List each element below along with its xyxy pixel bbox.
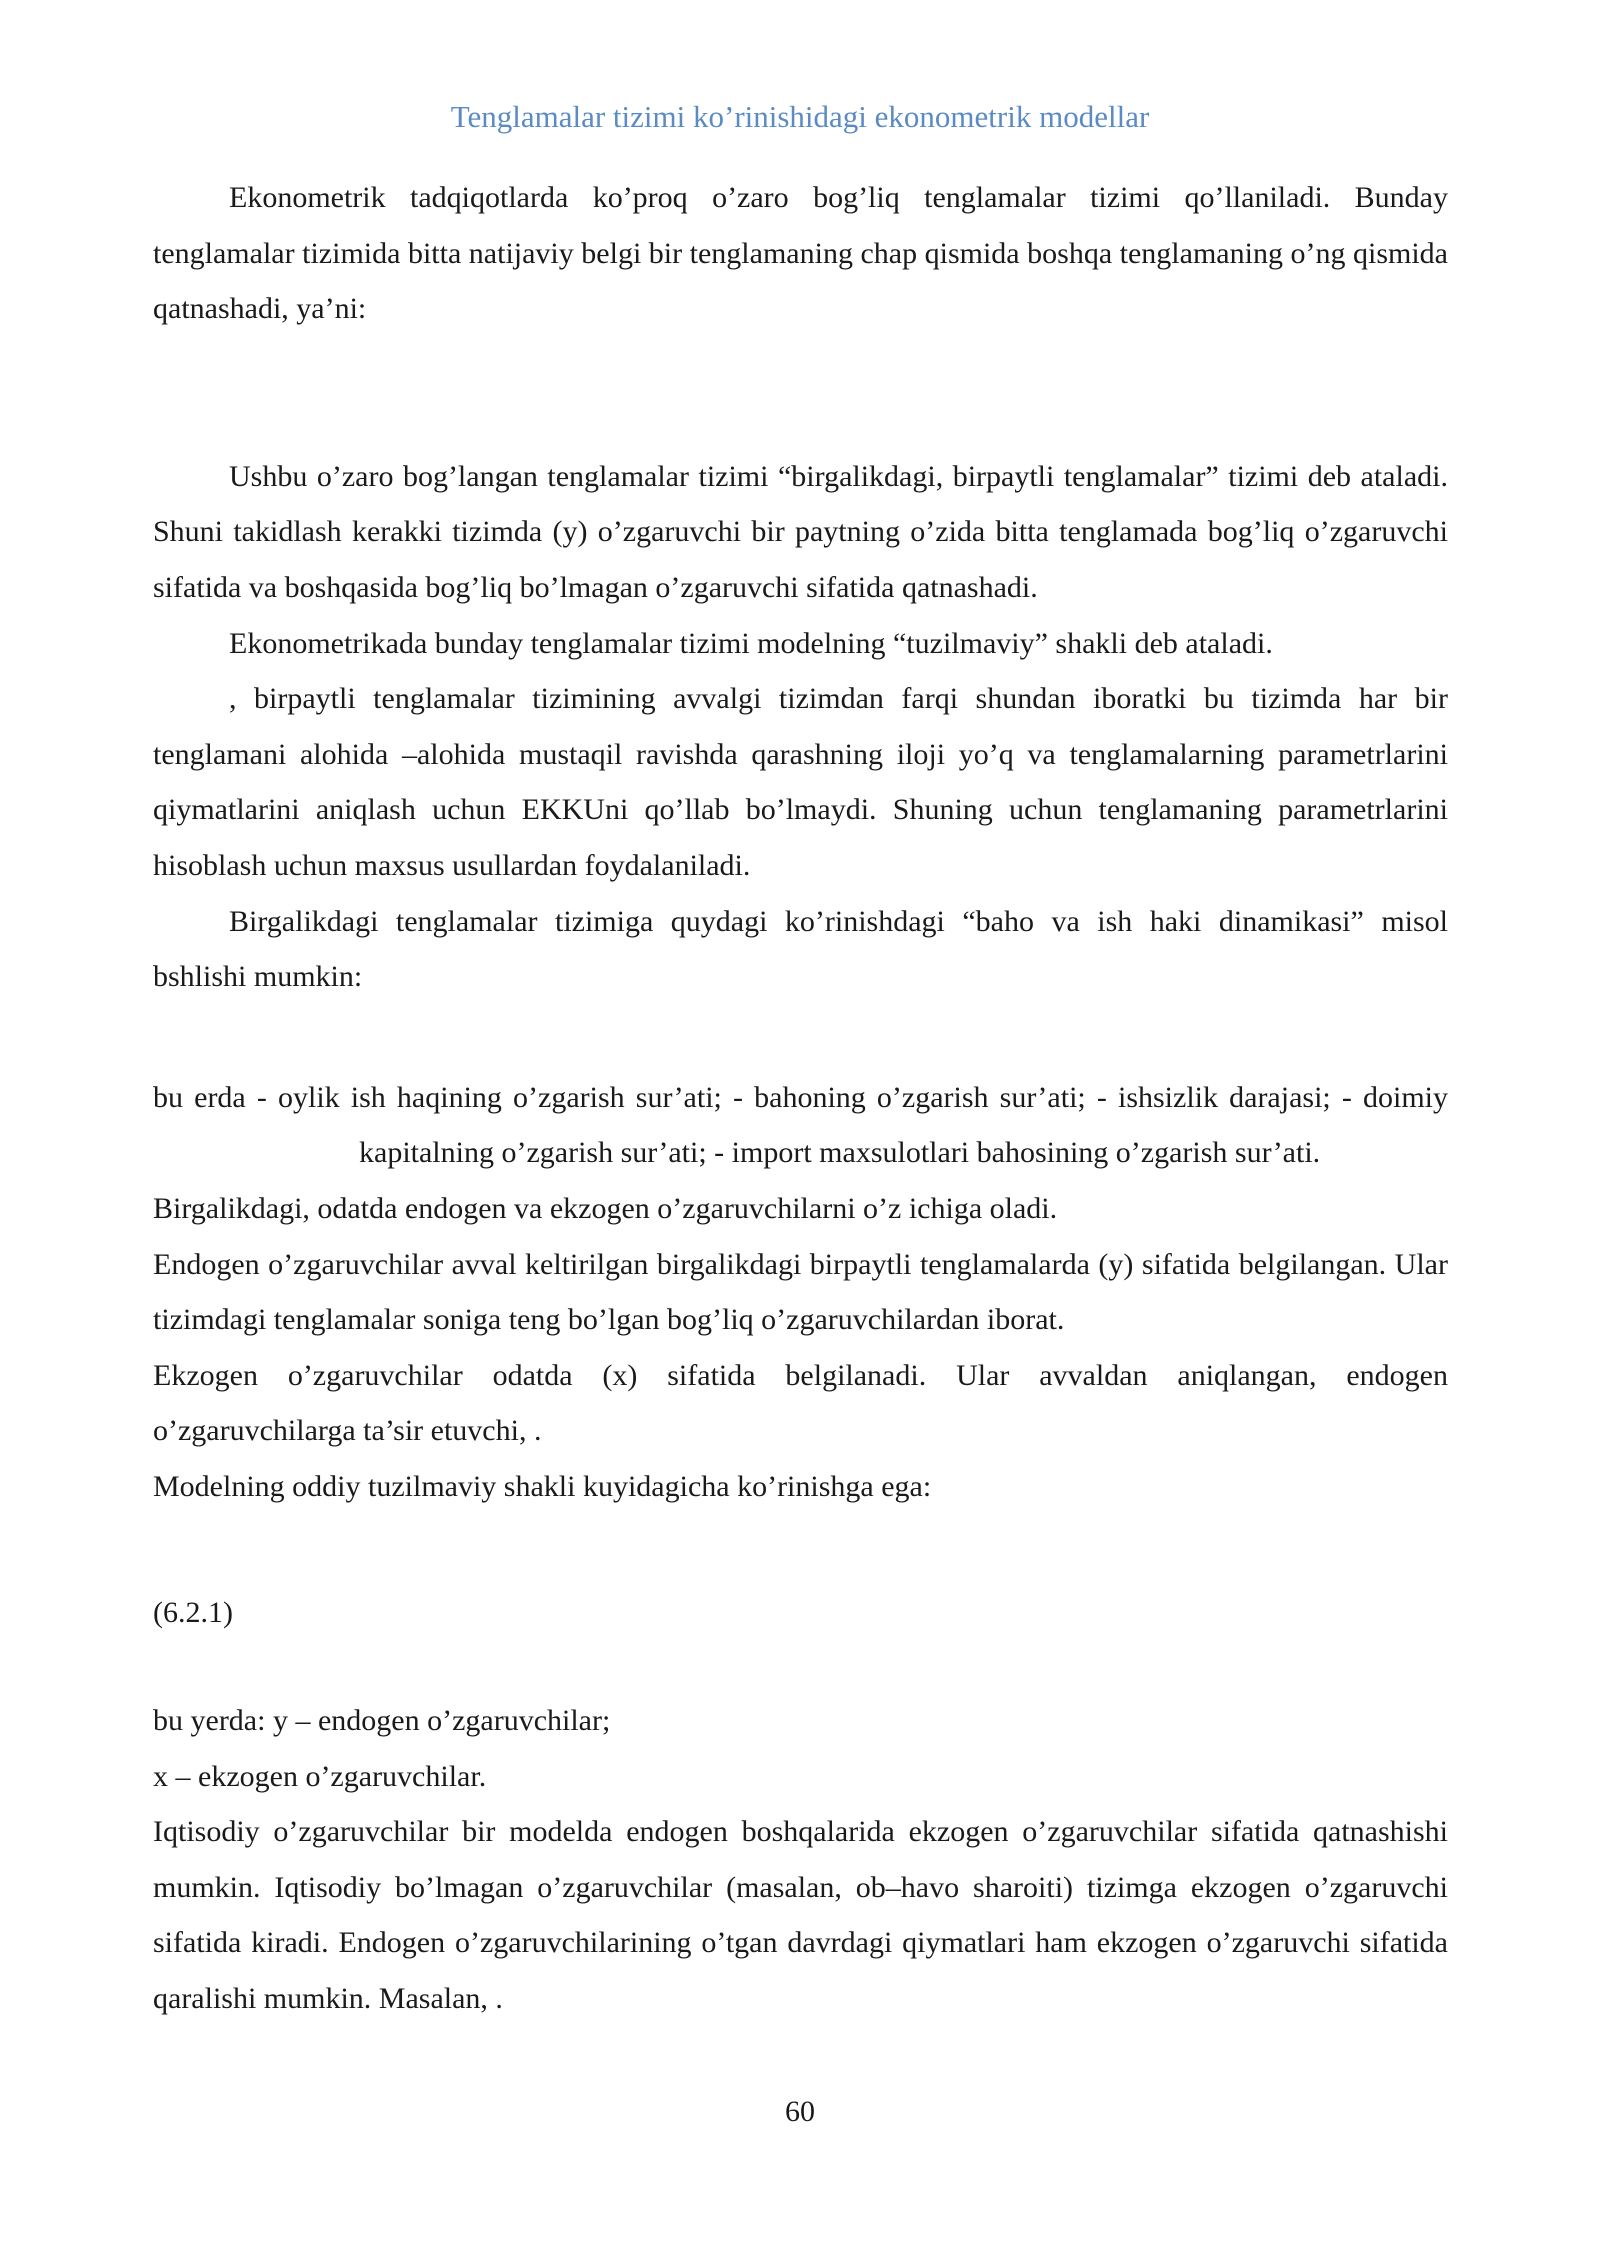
running-header: Tenglamalar tizimi ko’rinishidagi ekonometrik modellar [450, 99, 1150, 134]
definition-x: x – ekzogen o’zgaruvchilar. [153, 1759, 487, 1793]
equation-placeholder [153, 1641, 1448, 1693]
equation-placeholder [153, 1514, 1448, 1585]
paragraph-exogenous: Ekzogen o’zgaruvchilar odatda (x) sifatida belgilanadi. Ular avvaldan aniqlangan, endogen o’zgaruvchilarga ta’sir etuvchi, . [153, 1358, 1448, 1448]
paragraph-variable-definitions: bu erda - oylik ish haqining o’zgarish sur’ati; - bahoning o’zgarish sur’ati; - ishsizlik darajasi; - doimiy kapitalning o’zgarish sur’ati; - import maxsulotlari bahosining o’zgarish sur’ati. [153, 1080, 1448, 1170]
paragraph-economic-variables: Iqtisodiy o’zgaruvchilar bir modelda endogen boshqalarida ekzogen o’zgaruvchilar sifatida qatnashishi mumkin. Iqtisodiy bo’lmagan o’zgaruvchilar (masalan, ob–havo sharoiti) tizimga ekzogen o’zgaruvchi sifatida kiradi. Endogen o’zgaruvchilarining o’tgan davrdagi qiymatlari ham ekzogen o’zgaruvchi sifatida qaralishi mumkin. Masalan, . [153, 1815, 1448, 2016]
paragraph-endogenous: Endogen o’zgaruvchilar avval keltirilgan birgalikdagi birpaytli tenglamalarda (y) sifatida belgilangan. Ular tizimdagi tenglamalar soniga teng bo’lgan bog’liq o’zgaruvchilardan iborat. [153, 1247, 1448, 1337]
definition-y: bu yerda: y – endogen o’zgaruvchilar; [153, 1704, 611, 1738]
paragraph-structural-form: Ekonometrikada bunday tenglamalar tizimi modelning “tuzilmaviy” shakli deb ataladi. [229, 626, 1273, 660]
body-text [153, 170, 1448, 2027]
paragraph-simultaneous-system: Ushbu o’zaro bog’langan tenglamalar tizimi “birgalikdagi, birpaytli tenglamalar” tizimi deb ataladi. Shuni takidlash kerakki tizimda (y) o’zgaruvchi bir paytning o’zida bitta tenglamada bog’liq o’zgaruvchi sifatida va boshqasida bog’liq bo’lmagan o’zgaruvchi sifatida qatnashadi. [153, 459, 1448, 604]
paragraph-endogenous-exogenous: Birgalikdagi, odatda endogen va ekzogen o’zgaruvchilarni o’z ichiga oladi. [153, 1191, 1058, 1225]
paragraph-example: Birgalikdagi tenglamalar tizimiga quydagi ko’rinishdagi “baho va ish haki dinamikasi” misol bshlishi mumkin: [153, 904, 1448, 994]
paragraph-difference: , birpaytli tenglamalar tizimining avvalgi tizimdan farqi shundan iboratki bu tizimda har bir tenglamani alohida –alohida mustaqil ravishda qarashning iloji yo’q va tenglamalarning parametrlarini qiymatlarini aniqlash uchun EKKUni qo’llab bo’lmaydi. Shuning uchun tenglamaning parametrlarini hisoblash uchun maxsus usullardan foydalaniladi. [153, 682, 1448, 882]
page-number: 60 [785, 2095, 815, 2128]
paragraph-model-form: Modelning oddiy tuzilmaviy shakli kuyidagicha ko’rinishga ega: [153, 1469, 932, 1503]
equation-placeholder [153, 1005, 1448, 1070]
equation-placeholder [153, 337, 1448, 449]
paragraph-intro: Ekonometrik tadqiqotlarda ko’proq o’zaro bog’liq tenglamalar tizimi qo’llaniladi. Bunday tenglamalar tizimida bitta natijaviy belgi bir tenglamaning chap qismida boshqa tenglamaning o’ng qismida qatnashadi, ya’ni: [153, 181, 1448, 326]
equation-number: (6.2.1) [153, 1596, 233, 1630]
